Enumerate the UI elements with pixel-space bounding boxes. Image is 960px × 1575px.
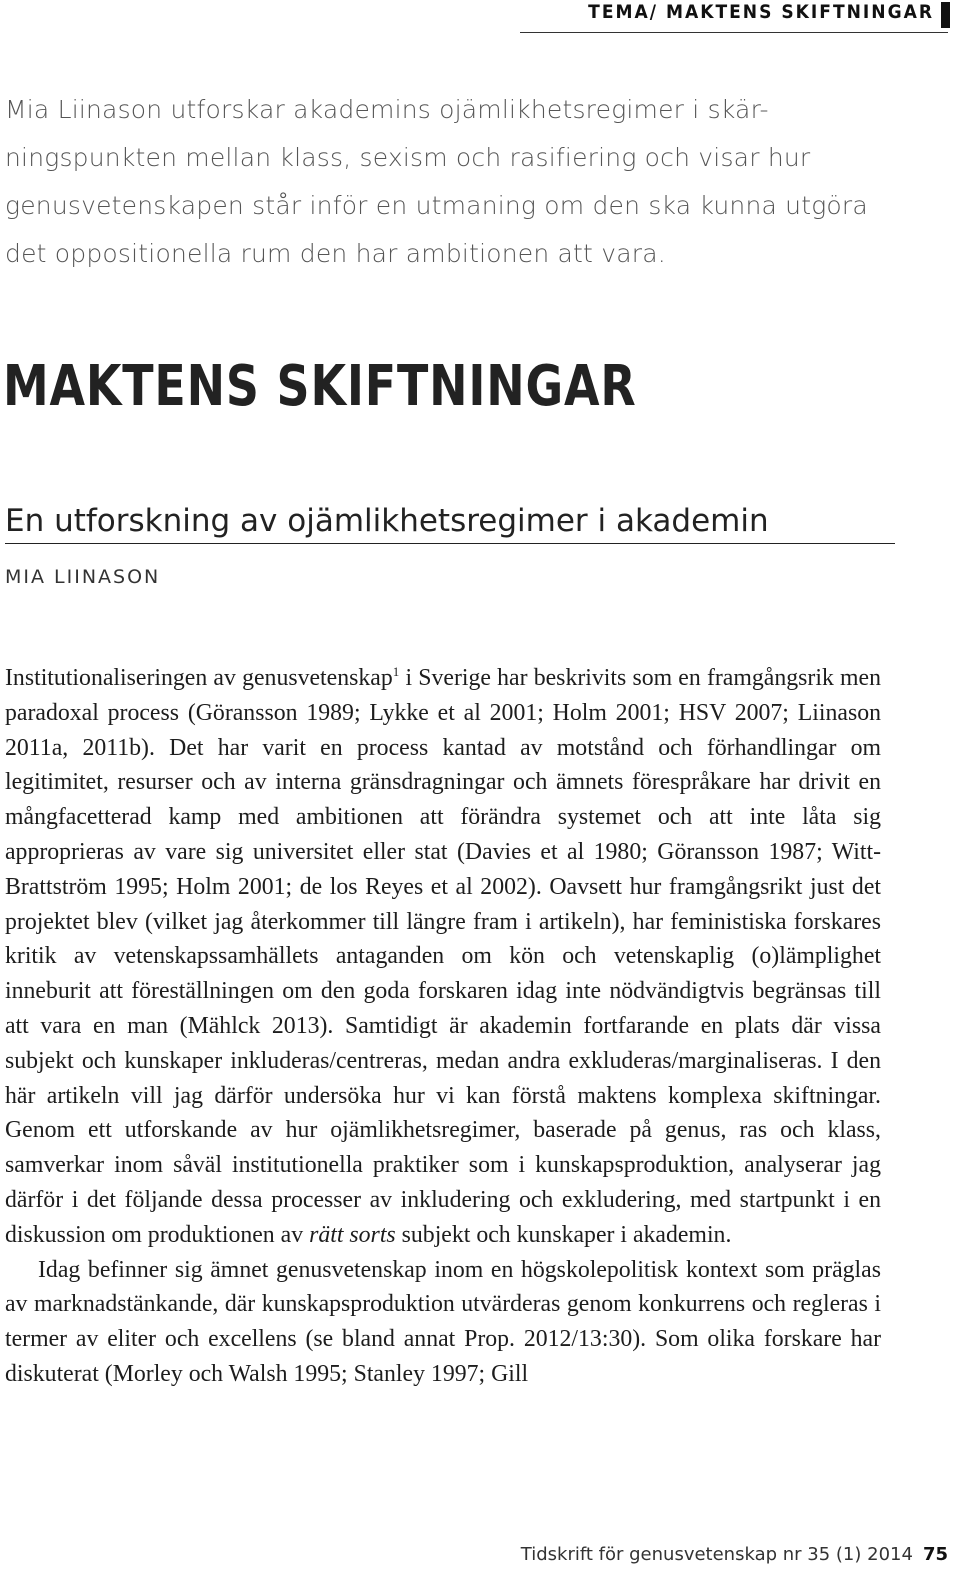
footnote-marker: 1: [392, 664, 400, 679]
lead-paragraph: Mia Liinason utforskar akademins ojämlikhetsregimer i skär-ningspunkten mellan klass, sexism och rasifiering och visar hur genusvetenskapen står inför en utmaning om den ska kunna utgöra det oppositionella rum den har ambitionen att vara.: [5, 95, 868, 268]
body-text-run: subjekt och kunskaper i akademin.: [395, 1221, 732, 1248]
body-text-run: Institutionaliseringen av genusvetenskap: [5, 665, 393, 691]
page-footer: [521, 1544, 948, 1565]
page-number: 75: [922, 1544, 948, 1565]
article-body: [5, 661, 881, 1392]
body-paragraph: Idag befinner sig ämnet genusvetenskap inom en högskolepolitisk kontext som präglas av marknadstänkande, där kunskapsproduktion utvärderas genom konkurrens och regleras i termer av eliter och excellens (se bland annat Prop. 2012/13:30). Som olika forskare har diskuterat (Morley och Walsh 1995; Stanley 1997; Gill: [5, 1256, 881, 1387]
body-paragraph: [5, 661, 881, 1253]
body-text-run: i Sverige har beskrivits som en framgångsrik men paradoxal process (Göransson 1989; Lykke et al 2001; Holm 2001; HSV 2007; Liinason 2011a, 2011b). Det har varit en process kantad av motstånd och förhandlingar om legitimitet, resurser och av interna gränsdragningar och ämnets förespråkare har drivit en mångfacetterad kamp med ambitionen att förändra systemet och att inte låta sig approprieras av vare sig universitet eller stat (Davies et al 1980; Göransson 1987; Witt-Brattström 1995; Holm 2001; de los Reyes et al 2002). Oavsett hur framgångsrikt just det projektet blev (vilket jag återkommer till längre fram i artikeln), har feministiska forskares kritik av vetenskapssamhällets antaganden om kön och vetenskaplig (o)lämplighet inneburit att föreställningen om den goda forskaren idag inte nödvändigtvis begränsas till att vara en man (Mählck 2013). Samtidigt är akademin fortfarande en plats där vissa subjekt och kunskaper inkluderas/centreras, medan andra exkluderas/marginaliseras. I den här artikeln vill jag därför undersöka hur vi kan förstå maktens komplexa skiftningar. Genom ett utforskande av hur ojämlikhetsregimer, baserade på genus, ras och klass, samverkar inom såväl institutionella praktiker som i kunskapsproduktion, analyserar jag därför i det följande dessa processer av inkludering och exkludering, med startpunkt i en diskussion om produktionen av: [5, 665, 881, 1248]
journal-citation: Tidskrift för genusvetenskap nr 35 (1) 2014: [520, 1544, 913, 1565]
author-name: MIA LIINASON: [5, 566, 161, 588]
section-label: TEMA/ MAKTENS SKIFTNINGAR: [588, 1, 934, 23]
header-rule: [520, 32, 948, 33]
article-subtitle: En utforskning av ojämlikhetsregimer i akademin: [5, 503, 895, 544]
header-bar: [941, 2, 950, 28]
article-title: MAKTENS SKIFTNINGAR: [3, 354, 637, 419]
italic-phrase: rätt sorts: [309, 1221, 396, 1248]
running-header: [0, 0, 960, 34]
